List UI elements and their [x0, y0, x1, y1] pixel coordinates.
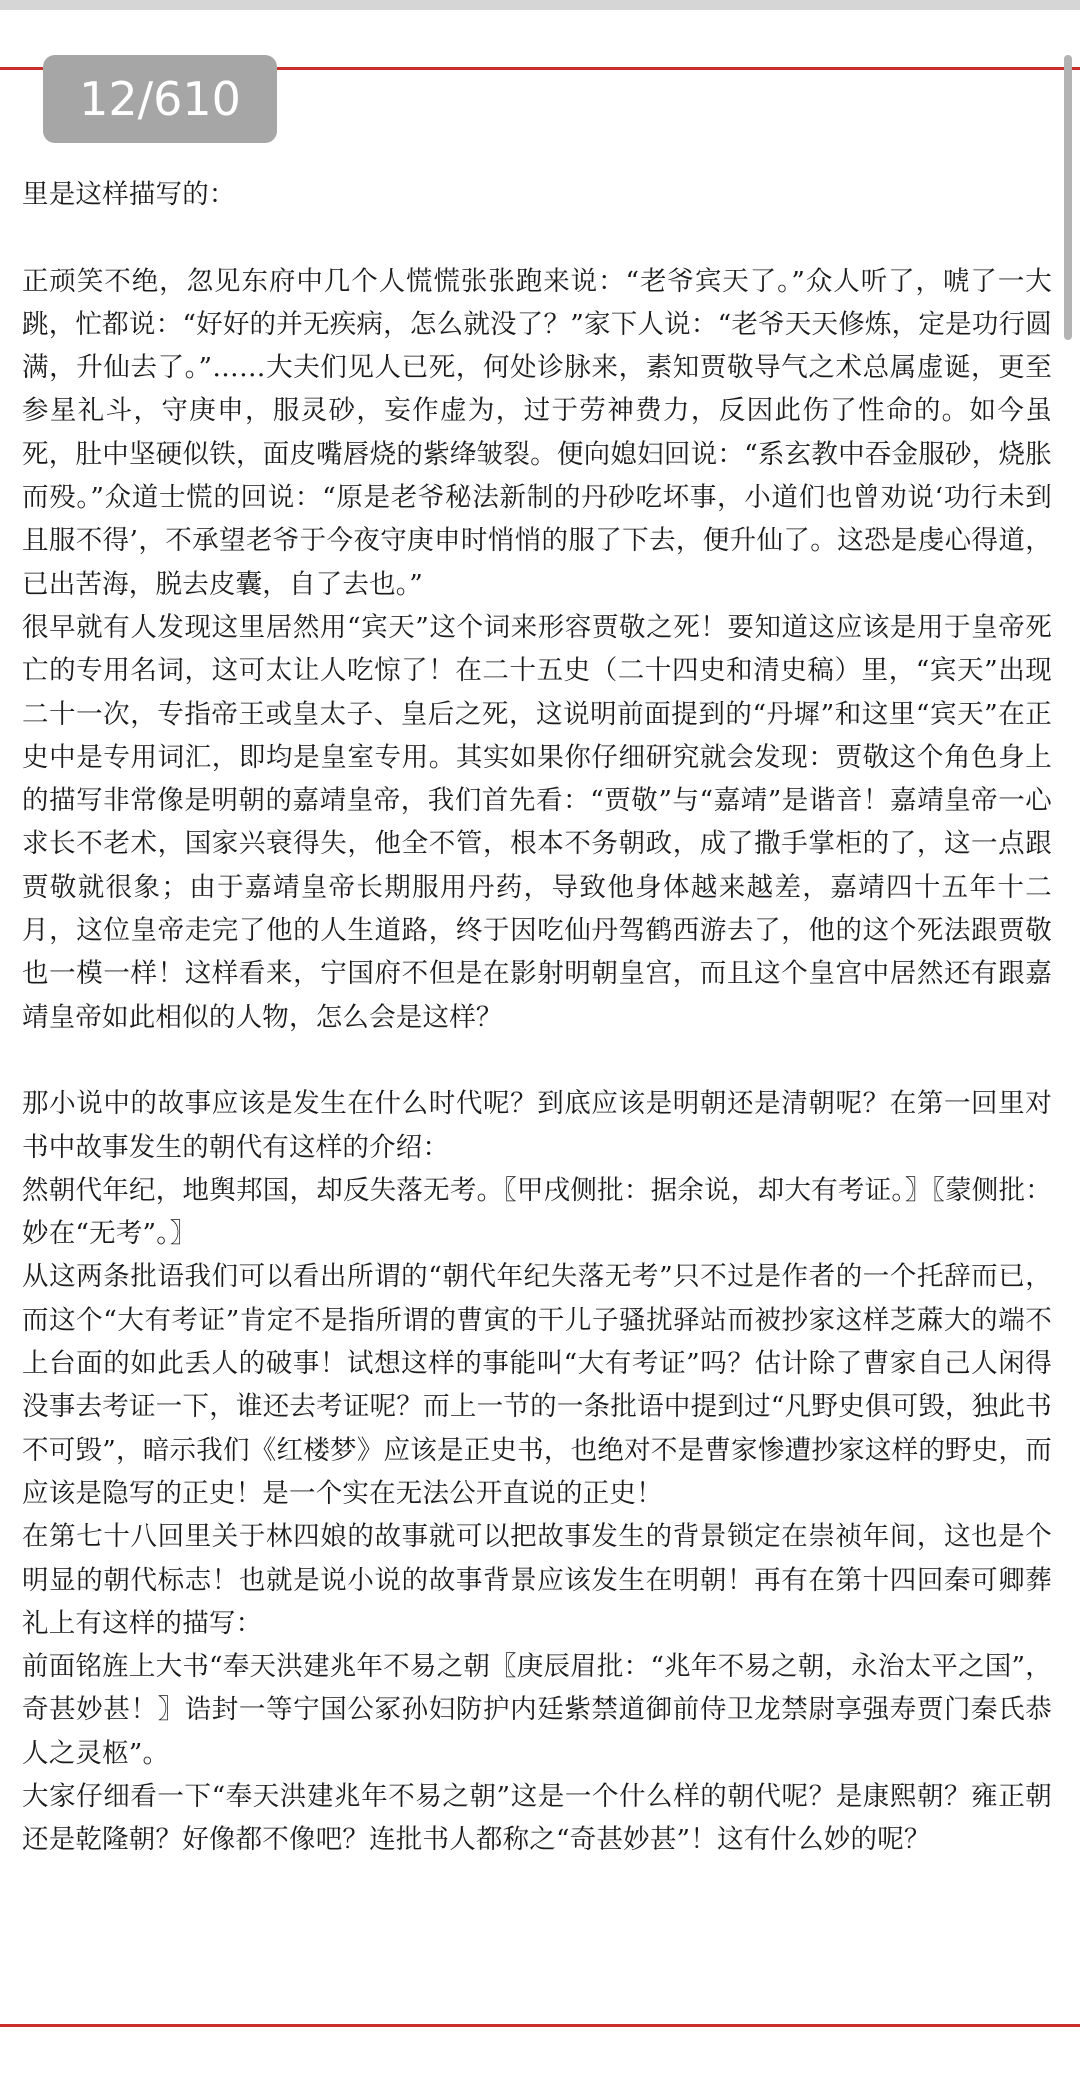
paragraph-2: 正顽笑不绝，忽见东府中几个人慌慌张张跑来说：“老爷宾天了。”众人听了，唬了一大跳，忙都说：“好好的并无疾病，怎么就没了？”家下人说：“老爷天天修炼，定是功行圆满，升仙去了。”……大夫们见人已死，何处诊脉来，素知贾敬导气之术总属虚诞，更至参星礼斗，守庚申，服灵砂，妄作虚为，过于劳神费力，反因此伤了性命的。如今虽死，肚中坚硬似铁，面皮嘴唇烧的紫绛皱裂。便向媳妇回说：“系玄教中吞金服砂，烧胀而殁。”众道士慌的回说：“原是老爷秘法新制的丹砂吃坏事，小道们也曾劝说‘功行未到且服不得’，不承望老爷于今夜守庚申时悄悄的服了下去，便升仙了。这恐是虔心得道，已出苦海，脱去皮囊，自了去也。” — [22, 265, 1052, 600]
paragraph-6: 从这两条批语我们可以看出所谓的“朝代年纪失落无考”只不过是作者的一个托辞而已，而这个“大有考证”肯定不是指所谓的曹寅的干儿子骚扰驿站而被抄家这样芝蔴大的端不上台面的如此丢人的破事！试想这样的事能叫“大有考证”吗？估计除了曹家自己人闲得没事去考证一下，谁还去考证呢？而上一节的一条批语中提到过“凡野史俱可毁，独此书不可毁”，暗示我们《红楼梦》应该是正史书，也绝对不是曹家惨遭抄家这样的野史，而应该是隐写的正史！是一个实在无法公开直说的正史！ — [22, 1261, 1052, 1509]
paragraph-9: 大家仔细看一下“奉天洪建兆年不易之朝”这是一个什么样的朝代呢？是康熙朝？雍正朝还是乾隆朝？好像都不像吧？连批书人都称之“奇甚妙甚”！这有什么妙的呢？ — [22, 1780, 1052, 1856]
paragraph-8: 前面铭旌上大书“奉天洪建兆年不易之朝〖庚辰眉批：“兆年不易之朝，永治太平之国”，奇甚妙甚！〗诰封一等宁国公冢孙妇防护内廷紫禁道御前侍卫龙禁尉享强寿贾门秦氏恭人之灵柩”。 — [22, 1651, 1052, 1769]
status-strip — [0, 0, 1080, 10]
paragraph-3: 很早就有人发现这里居然用“宾天”这个词来形容贾敬之死！要知道这应该是用于皇帝死亡的专用名词，这可太让人吃惊了！在二十五史（二十四史和清史稿）里，“宾天”出现二十一次，专指帝王或皇太子、皇后之死，这说明前面提到的“丹墀”和这里“宾天”在正史中是专用词汇，即均是皇室专用。其实如果你仔细研究就会发现：贾敬这个角色身上的描写非常像是明朝的嘉靖皇帝，我们首先看：“贾敬”与“嘉靖”是谐音！嘉靖皇帝一心求长不老术，国家兴衰得失，他全不管，根本不务朝政，成了撒手掌柜的了，这一点跟贾敬就很象；由于嘉靖皇帝长期服用丹药，导致他身体越来越差，嘉靖四十五年十二月，这位皇帝走完了他的人生道路，终于因吃仙丹驾鹤西游去了，他的这个死法跟贾敬也一模一样！这样看来，宁国府不但是在影射明朝皇宫，而且这个皇宫中居然还有跟嘉靖皇帝如此相似的人物，怎么会是这样？ — [22, 611, 1052, 1033]
page-indicator: 12/610 — [43, 55, 277, 143]
paragraph-5: 然朝代年纪，地舆邦国，却反失落无考。〖甲戌侧批：据余说，却大有考证。〗〖蒙侧批：妙在“无考”。〗 — [22, 1174, 1052, 1250]
scrollbar-thumb[interactable] — [1064, 55, 1072, 340]
paragraph-7: 在第七十八回里关于林四娘的故事就可以把故事发生的背景锁定在崇祯年间，这也是个明显的朝代标志！也就是说小说的故事背景应该发生在明朝！再有在第十四回秦可卿葬礼上有这样的描写： — [22, 1521, 1052, 1639]
paragraph-4: 那小说中的故事应该是发生在什么时代呢？到底应该是明朝还是清朝呢？在第一回里对书中故事发生的朝代有这样的介绍： — [22, 1088, 1052, 1163]
footer-divider — [0, 2024, 1080, 2027]
reader-content — [22, 173, 1052, 1862]
paragraph-gap — [22, 216, 1052, 259]
paragraph-1: 里是这样描写的： — [22, 179, 236, 210]
paragraph-gap — [22, 1039, 1052, 1082]
